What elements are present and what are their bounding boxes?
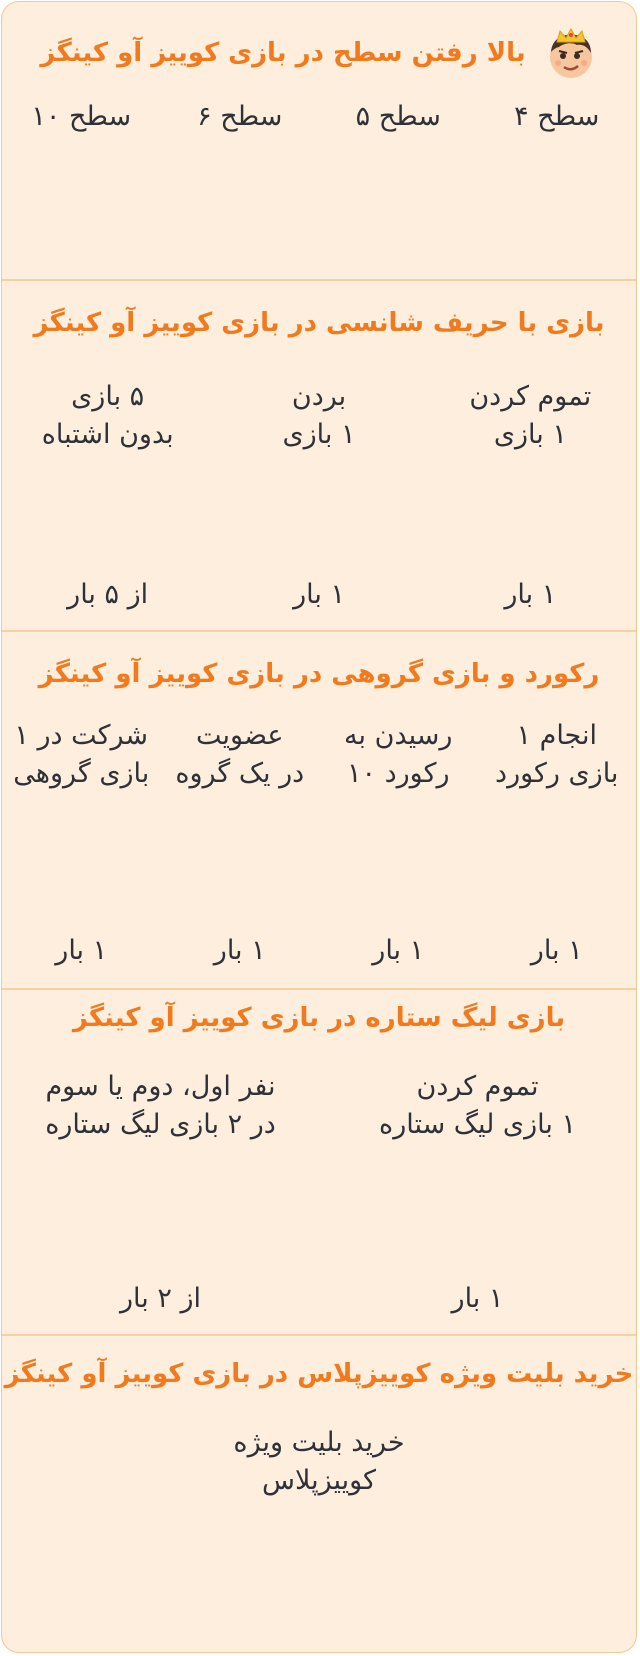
task-count: از ۲ بار	[119, 1283, 201, 1314]
section-special-ticket	[2, 1336, 636, 1653]
item-line-2: بدون اشتباه	[41, 419, 174, 450]
task-count: ۱ بار	[55, 935, 108, 966]
task-item	[425, 378, 636, 454]
random-opponent-counts	[2, 576, 636, 614]
task-count: از ۵ بار	[67, 579, 149, 610]
task-count: ۱ بار	[372, 935, 425, 966]
star-league-items	[2, 1068, 636, 1144]
item-line-2: در یک گروه	[175, 758, 305, 789]
item-line-2: بازی گروهی	[13, 758, 150, 789]
level-items	[2, 98, 636, 136]
item-line-2: در ۲ بازی لیگ ستاره	[45, 1109, 276, 1140]
item-line-2: کوییزپلاس	[262, 1465, 376, 1496]
task-item	[2, 1424, 636, 1500]
item-label: سطح ۶	[197, 101, 283, 132]
random-opponent-items	[2, 378, 636, 454]
task-item	[319, 1068, 636, 1144]
task-item	[319, 717, 478, 793]
star-league-counts	[2, 1280, 636, 1318]
task-item	[2, 378, 213, 454]
level-item	[478, 98, 637, 136]
item-label: سطح ۵	[355, 101, 441, 132]
item-label: سطح ۱۰	[31, 101, 132, 132]
item-line-1: شرکت در ۱	[14, 720, 149, 751]
item-line-1: عضویت	[196, 720, 284, 751]
task-count: ۱ بار	[451, 1283, 504, 1314]
item-line-1: تموم کردن	[416, 1071, 539, 1102]
section-star-league	[2, 990, 636, 1334]
item-line-1: نفر اول، دوم یا سوم	[45, 1071, 276, 1102]
section-title: بازی لیگ ستاره در بازی کوییز آو کینگز	[72, 1003, 566, 1033]
section-record-group	[2, 632, 636, 988]
task-item	[478, 717, 637, 793]
section-level-up-header	[2, 26, 636, 80]
item-line-1: رسیدن به	[344, 720, 453, 751]
section-level-up	[2, 2, 636, 280]
item-line-1: بردن	[291, 381, 347, 412]
item-line-1: ۵ بازی	[71, 381, 145, 412]
level-item	[161, 98, 320, 136]
section-random-opponent	[2, 281, 636, 630]
item-line-2: بازی رکورد	[495, 758, 619, 789]
section-title: بازی با حریف شانسی در بازی کوییز آو کینگز	[33, 308, 605, 338]
achievements-card	[1, 1, 637, 1653]
item-line-1: انجام ۱	[516, 720, 597, 751]
task-count: ۱ بار	[293, 579, 345, 610]
item-line-2: رکورد ۱۰	[346, 758, 450, 789]
item-label: سطح ۴	[514, 101, 600, 132]
king-avatar-icon	[544, 26, 598, 80]
level-item	[319, 98, 478, 136]
task-count: ۱ بار	[504, 579, 557, 610]
task-item	[2, 717, 161, 793]
task-count: ۱ بار	[530, 935, 583, 966]
special-ticket-items	[2, 1424, 636, 1500]
task-item	[161, 717, 320, 793]
task-count: ۱ بار	[213, 935, 266, 966]
item-line-1: خرید بلیت ویژه	[233, 1427, 405, 1458]
level-item	[2, 98, 161, 136]
section-title: بالا رفتن سطح در بازی کوییز آو کینگز	[40, 38, 526, 68]
item-line-2: ۱ بازی	[493, 419, 567, 450]
item-line-1: تموم کردن	[469, 381, 592, 412]
item-line-2: ۱ بازی	[282, 419, 356, 450]
item-line-2: ۱ بازی لیگ ستاره	[379, 1109, 576, 1140]
record-group-items	[2, 717, 636, 793]
task-item	[2, 1068, 319, 1144]
section-title: خرید بلیت ویژه کوییزپلاس در بازی کوییز آو کینگز	[4, 1359, 634, 1389]
task-item	[213, 378, 424, 454]
record-group-counts	[2, 932, 636, 970]
section-title: رکورد و بازی گروهی در بازی کوییز آو کینگز	[38, 659, 600, 689]
